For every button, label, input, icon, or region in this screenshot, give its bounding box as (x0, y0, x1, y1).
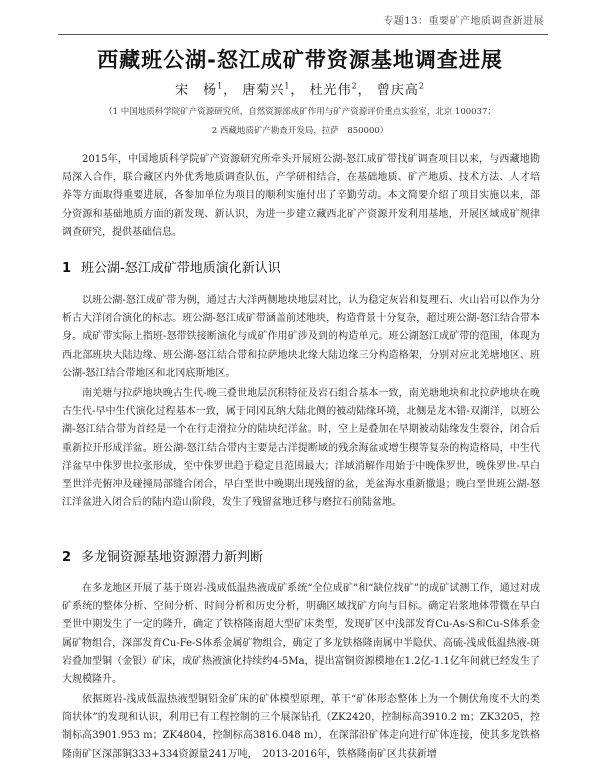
author-affiliation-mark: 2 (418, 81, 425, 91)
affiliation-line: 2 西藏地质矿产勘查开发局，拉萨 850000） (211, 126, 389, 136)
body-paragraph: 以班公湖-怒江成矿带为例，通过古大洋两侧地块地层对比，认为稳定灰岩和复理石、火山岩可以作为分析古大洋闭合演化的标志。班公湖-怒江成矿带涵盖前述地块，构造背景十分复杂，超过班公湖-怒江结合带本身。成矿带实际上指班-怒带铁接断演化与成矿作用矿涉及到的构造单元。班公湖怒江成矿带的范围，体现为西北部班块大陆边缘、班公湖-怒江结合带和拉萨地块北缘大陆边缘三分构造格架，分别对应北羌塘地区、班公湖-怒江结合带地区和北冈底斯地区。 (62, 295, 540, 379)
author-name: 唐菊兴 (242, 83, 285, 98)
section-title: 多龙铜资源基地资源潜力新判断 (81, 550, 264, 565)
body-paragraph: 在多龙地区开展了基于斑岩-浅成低温热液成矿系统“全位成矿”和“缺位找矿”的成矿试测工作，通过对成矿系统的整体分析、空间分析、时间分析和历史分析，明确区域找矿方向与目标。确定岩浆地体带微在早白垩世中期发生了一定的隆升，确定了铁格隆南超大型矿床类型，发现矿区中浅部发育Cu-As-S和Cu-S体系金属矿物组合，深部发育Cu-Fe-S体系金属矿物组合，确定了多龙铁格隆南属中半隐伏、高硫-浅成低温热液-斑岩叠加型铜（金银）矿床，成矿热液演化持续约4-5Ma，提出富铜资源模地在1.2亿-1.1亿年间就已经发生了大规模隆升。 (62, 583, 540, 686)
author-affiliation-mark: 1 (217, 81, 224, 91)
section-number: 2 (62, 550, 72, 565)
affiliation-line: （1 中国地质科学院矿产资源研究所，自然资源部成矿作用与矿产资源评价重点实验室，北京 100037； (104, 107, 496, 117)
author-name: 曾庆高 (376, 83, 419, 98)
paper-title: 西藏班公湖-怒江成矿带资源基地调查进展 (97, 48, 503, 72)
body-paragraph: 依据斑岩-浅成低温热液型铜铅金矿床的矿体模型原理，革干“矿体形态整体上为一个侧伏角度不大的类筒状体”的发现和认识，利用已有工程控制的三个展深钻孔（ZK2420，控制标高3910.2 m；ZK3205，控制标高3901.953 m；ZK4804，控制标高3816.048 m），在深部沿矿体走向进行矿体连接，使其多龙铁格隆南矿区深部铜333+334资源量241万吨， 2013-2016年，铁格隆南矿区共获新增 (62, 694, 540, 760)
author-affiliation-mark: 2 (351, 81, 358, 91)
author-name: 杜光伟 (309, 83, 352, 98)
author-list: 宋 杨$^1$， 唐菊兴$^1$， 杜光伟$^2$， 曾庆高$^2$ (175, 81, 425, 98)
section-heading (62, 546, 263, 565)
section-heading (62, 257, 281, 276)
running-header: 专题13：重要矿产地质调查新进展 (383, 16, 544, 27)
author-name: 宋 杨 (175, 83, 218, 98)
section-number: 1 (62, 261, 72, 276)
abstract-paragraph: 2015年，中国地质科学院矿产资源研究所牵头开展班公湖-怒江成矿带找矿调查项目以来，与西藏地勘局深入合作，联合藏区内外优秀地质调查队伍，产学研相结合，在基础地质、矿产地质、技术方法、人才培养等方面取得重要进展，各参加单位为项目的顺利实施付出了辛勤劳动。本文简要介绍了项目实施以来，部分资源和基础地质方面的新发现、新认识，为进一步建立藏西北矿产资源开发利用基地，开展区域成矿规律调查研究，提供基础信息。 (62, 154, 540, 238)
author-affiliation-mark: 1 (284, 81, 291, 91)
header-rule (58, 34, 548, 35)
section-title: 班公湖-怒江成矿带地质演化新认识 (81, 261, 281, 276)
body-paragraph: 南羌塘与拉萨地块晚古生代-晚三叠世地层沉积特征及岩石组合基本一致，南羌塘地块和北拉萨地块在晚古生代-早中生代演化过程基本一致，属于同冈瓦纳大陆北侧的被动陆缘环境，北侧是龙木错-双湖洋，以班公湖-怒江结合带为首经是一个在行走滑拉分的陆块纪洋盆。时，空上是叠加在早期被动陆缘发生裂谷，闭合后重新拉开形成洋盆。班公湖-怒江结合带内主要是古洋提断域的残余海盆或增生楔等复杂的构造格局，中生代洋盆早中侏罗世拉张形成，至中侏罗世趋于稳定且范围最大；洋域消解作用始于中晚侏罗世，晚侏罗世-早白垩世洋壳俯冲及碰撞局部缝合闭合，早白垩世中晚期出现残留的盆，羌盆海水重新撤退；晚白垩世班公湖-怒江洋盆进入闭合后的陆内造山阶段，发生了残留盆地迁移与磨拉石前陆盆地。 (62, 388, 540, 509)
